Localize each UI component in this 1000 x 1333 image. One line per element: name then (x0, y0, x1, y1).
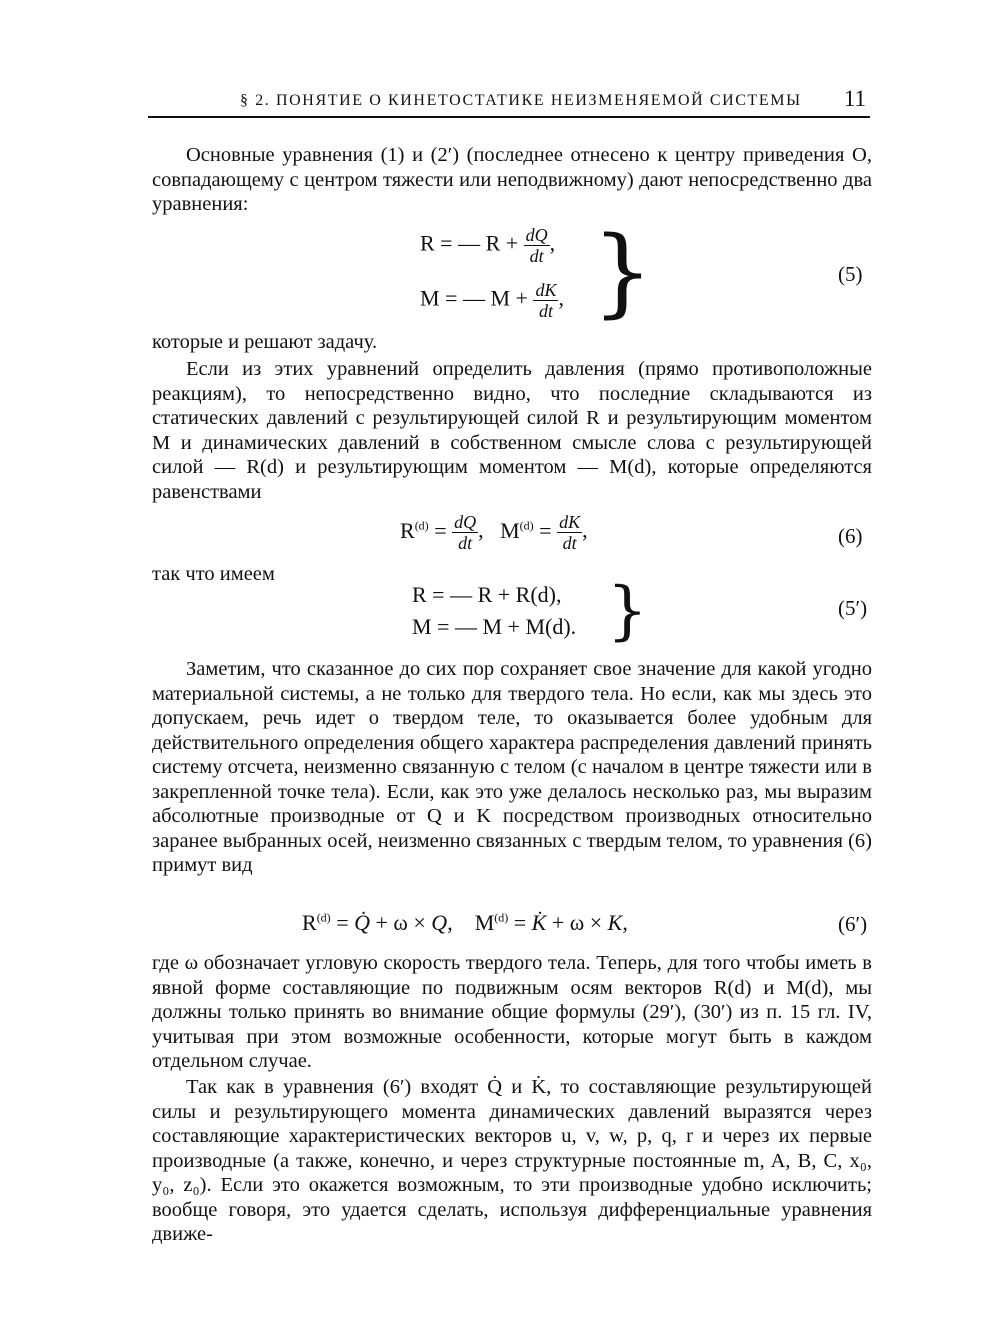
equation-5-line-2: M = — M + $\frac{dK}{dt}$ , (420, 280, 564, 321)
paragraph-5: Заметим, что сказанное до сих пор сохраняет свое значение для какой угодно материальной системы, а не только для твердого тела. Но если, как мы здесь это допускаем, речь идет о твердом теле, то оказывается более удобным для действительного определения общего характера распределения давлений принять систему отсчета, неизменно связанную с телом (с началом в центре тяжести или в закрепленной точке тела). Если, как это уже делалось несколько раз, мы выразим абсолютные производные от Q и K посредством производных относительно заранее выбранных осей, неизменно связанных с твердым телом, то уравнения (6) примут вид (152, 658, 872, 876)
right-brace-5p: } (607, 574, 648, 648)
paragraph-4: так что имеем (152, 563, 275, 585)
paragraph-3: Если из этих уравнений определить давления (прямо противоположные реакциям), то непосредственно видно, что последние складываются из статических давлений с результирующей силой R и результирующим моментом M и динамических давлений в собственном смысле слова с результирующей силой — R(d) и результирующим моментом — M(d), которые определяются равенствами (152, 358, 872, 503)
equation-label-5p: (5′) (838, 596, 868, 620)
section-title: § 2. ПОНЯТИЕ О КИНЕТОСТАТИКЕ НЕИЗМЕНЯЕМОЙ СИСТЕМЫ (240, 92, 802, 109)
equation-5-line-1: R = — R + $\frac{dQ}{dt}$ , (420, 225, 556, 266)
equation-label-5: (5) (838, 262, 863, 286)
equation-label-6: (6) (838, 524, 863, 548)
eq5-line1-fraction: $\frac{dQ}{dt}$ (525, 225, 548, 266)
equation-label-6p: (6′) (838, 912, 868, 936)
paragraph-7: Так как в уравнения (6′) входят Q̇ и K̇, то составляющие результирующей силы и результирующего момента динамических давлений выразятся через составляющие характеристических векторов u, v, w, p, q, r и через их первые производные (а также, конечно, и через структурные постоянные m, A, B, C, x₀, y₀, z₀). Если это окажется возможным, то эти производные удобно исключить; вообще говоря, это удается сделать, используя дифференциальные уравнения движе- (152, 1076, 872, 1245)
paragraph-1: Основные уравнения (1) и (2′) (последнее отнесено к центру приведения O, совпадающему с центром тяжести или неподвижному) дают непосредственно два уравнения: (152, 144, 872, 215)
paragraph-2: которые и решают задачу. (152, 331, 378, 353)
eq5-line2-lhs: M = — M + (420, 285, 528, 311)
equation-6p: $R^{(d)}$ = Q̇ + ω × Q, $M^{(d)}$ = K̇ + ω × K, (302, 910, 628, 935)
equation-6: $R^{(d)}$ = $\frac{dQ}{dt}$ , $M^{(d)}$ = $\frac{dK}{dt}$ , (400, 512, 588, 553)
paragraph-6: где ω обозначает угловую скорость твердого тела. Теперь, для того чтобы иметь в явной форме составляющие по подвижным осям векторов R(d) и M(d), мы должны только принять во внимание общие формулы (29′), (30′) из п. 15 гл. IV, учитывая при этом возможные особенности, которые могут быть в каждом отдельном случае. (152, 952, 872, 1072)
page-number: 11 (843, 86, 866, 111)
equation-5p-line-1: R = — R + R(d), (412, 582, 562, 607)
right-brace-5: } (592, 216, 654, 328)
eq5-line2-fraction: $\frac{dK}{dt}$ (535, 280, 557, 321)
running-head (148, 86, 870, 118)
eq5-line1-lhs: R = — R + (420, 230, 519, 256)
equation-5p-line-2: M = — M + M(d). (412, 614, 577, 639)
